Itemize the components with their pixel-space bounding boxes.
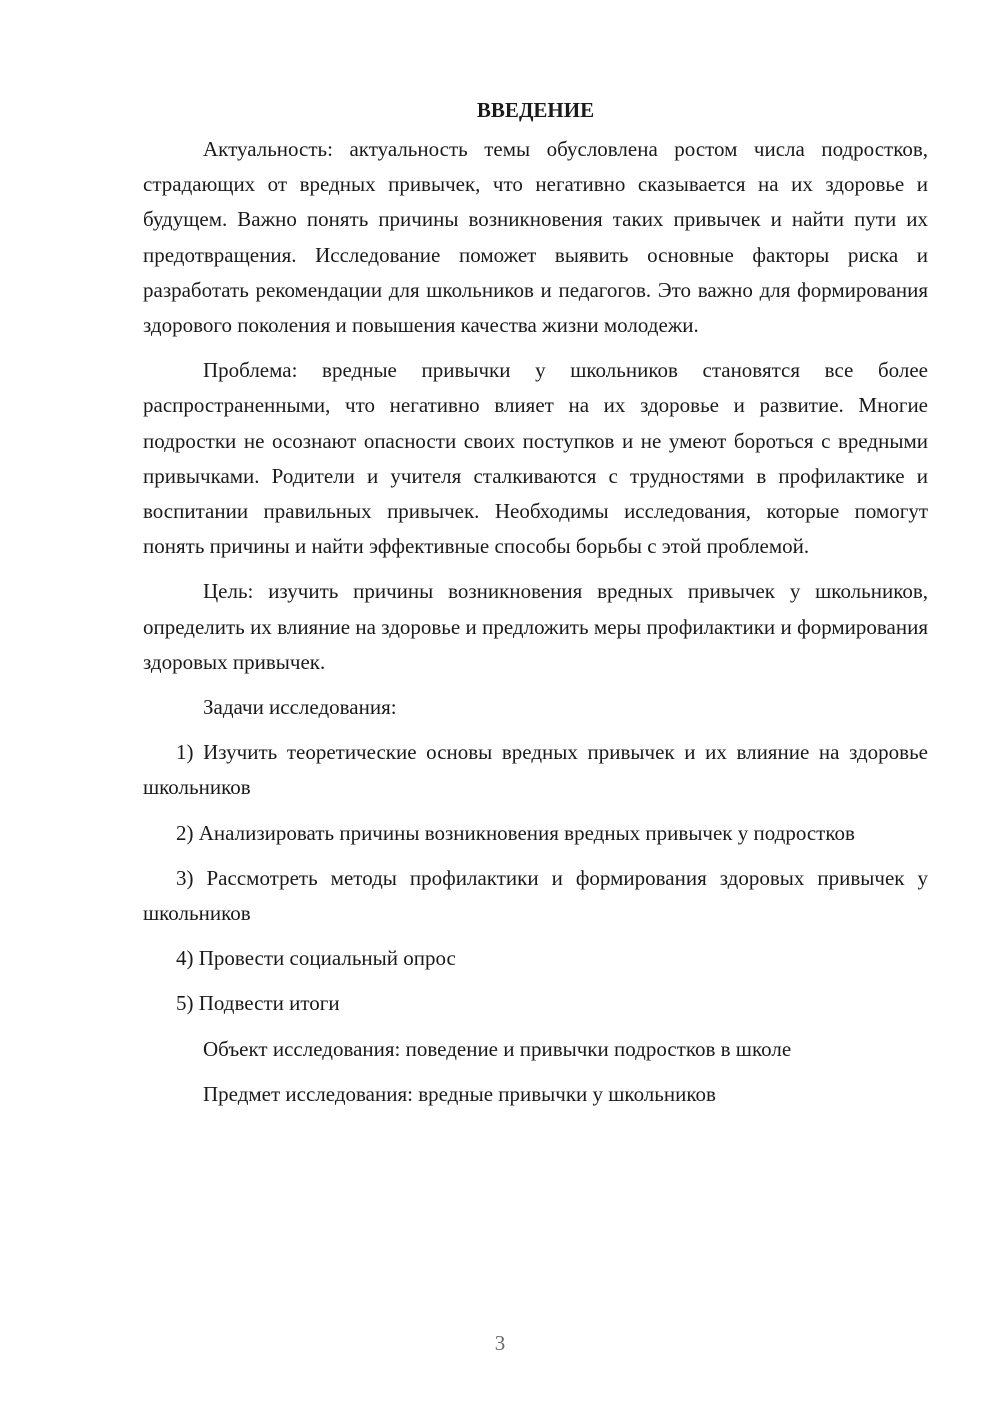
paragraph-goal: Цель: изучить причины возникновения вредных привычек у школьников, определить их влияние на здоровье и предложить меры профилактики и формирования здоровых привычек.: [143, 579, 928, 674]
paragraph-problem: Проблема: вредные привычки у школьников становятся все более распространенными, что негативно влияет на их здоровье и развитие. Многие подростки не осознают опасности своих поступков и не умеют бороться с вредными привычками. Родители и учителя сталкиваются с трудностями в профилактике и воспитании правильных привычек. Необходимы исследования, которые помогут понять причины и найти эффективные способы борьбы с этой проблемой.: [143, 358, 928, 559]
task-item-1: 1) Изучить теоретические основы вредных привычек и их влияние на здоровье школьников: [143, 740, 928, 800]
task-item-2: 2) Анализировать причины возникновения вредных привычек у подростков: [176, 820, 855, 845]
task-item-5: 5) Подвести итоги: [176, 991, 340, 1016]
research-object: Объект исследования: поведение и привычки подростков в школе: [203, 1036, 792, 1061]
tasks-heading: Задачи исследования:: [203, 695, 397, 720]
research-subject: Предмет исследования: вредные привычки у школьников: [203, 1081, 716, 1106]
document-page: [143, 93, 928, 1112]
page-title: ВВЕДЕНИЕ: [476, 98, 595, 122]
page-number: 3: [494, 1331, 506, 1355]
task-item-4: 4) Провести социальный опрос: [176, 946, 456, 971]
task-item-3: 3) Рассмотреть методы профилактики и формирования здоровых привычек у школьников: [143, 865, 928, 926]
paragraph-relevance: Актуальность: актуальность темы обусловлена ростом числа подростков, страдающих от вредных привычек, что негативно сказывается на их здоровье и будущем. Важно понять причины возникновения таких привычек и найти пути их предотвращения. Исследование поможет выявить основные факторы риска и разработать рекомендации для школьников и педагогов. Это важно для формирования здорового поколения и повышения качества жизни молодежи.: [143, 137, 928, 338]
